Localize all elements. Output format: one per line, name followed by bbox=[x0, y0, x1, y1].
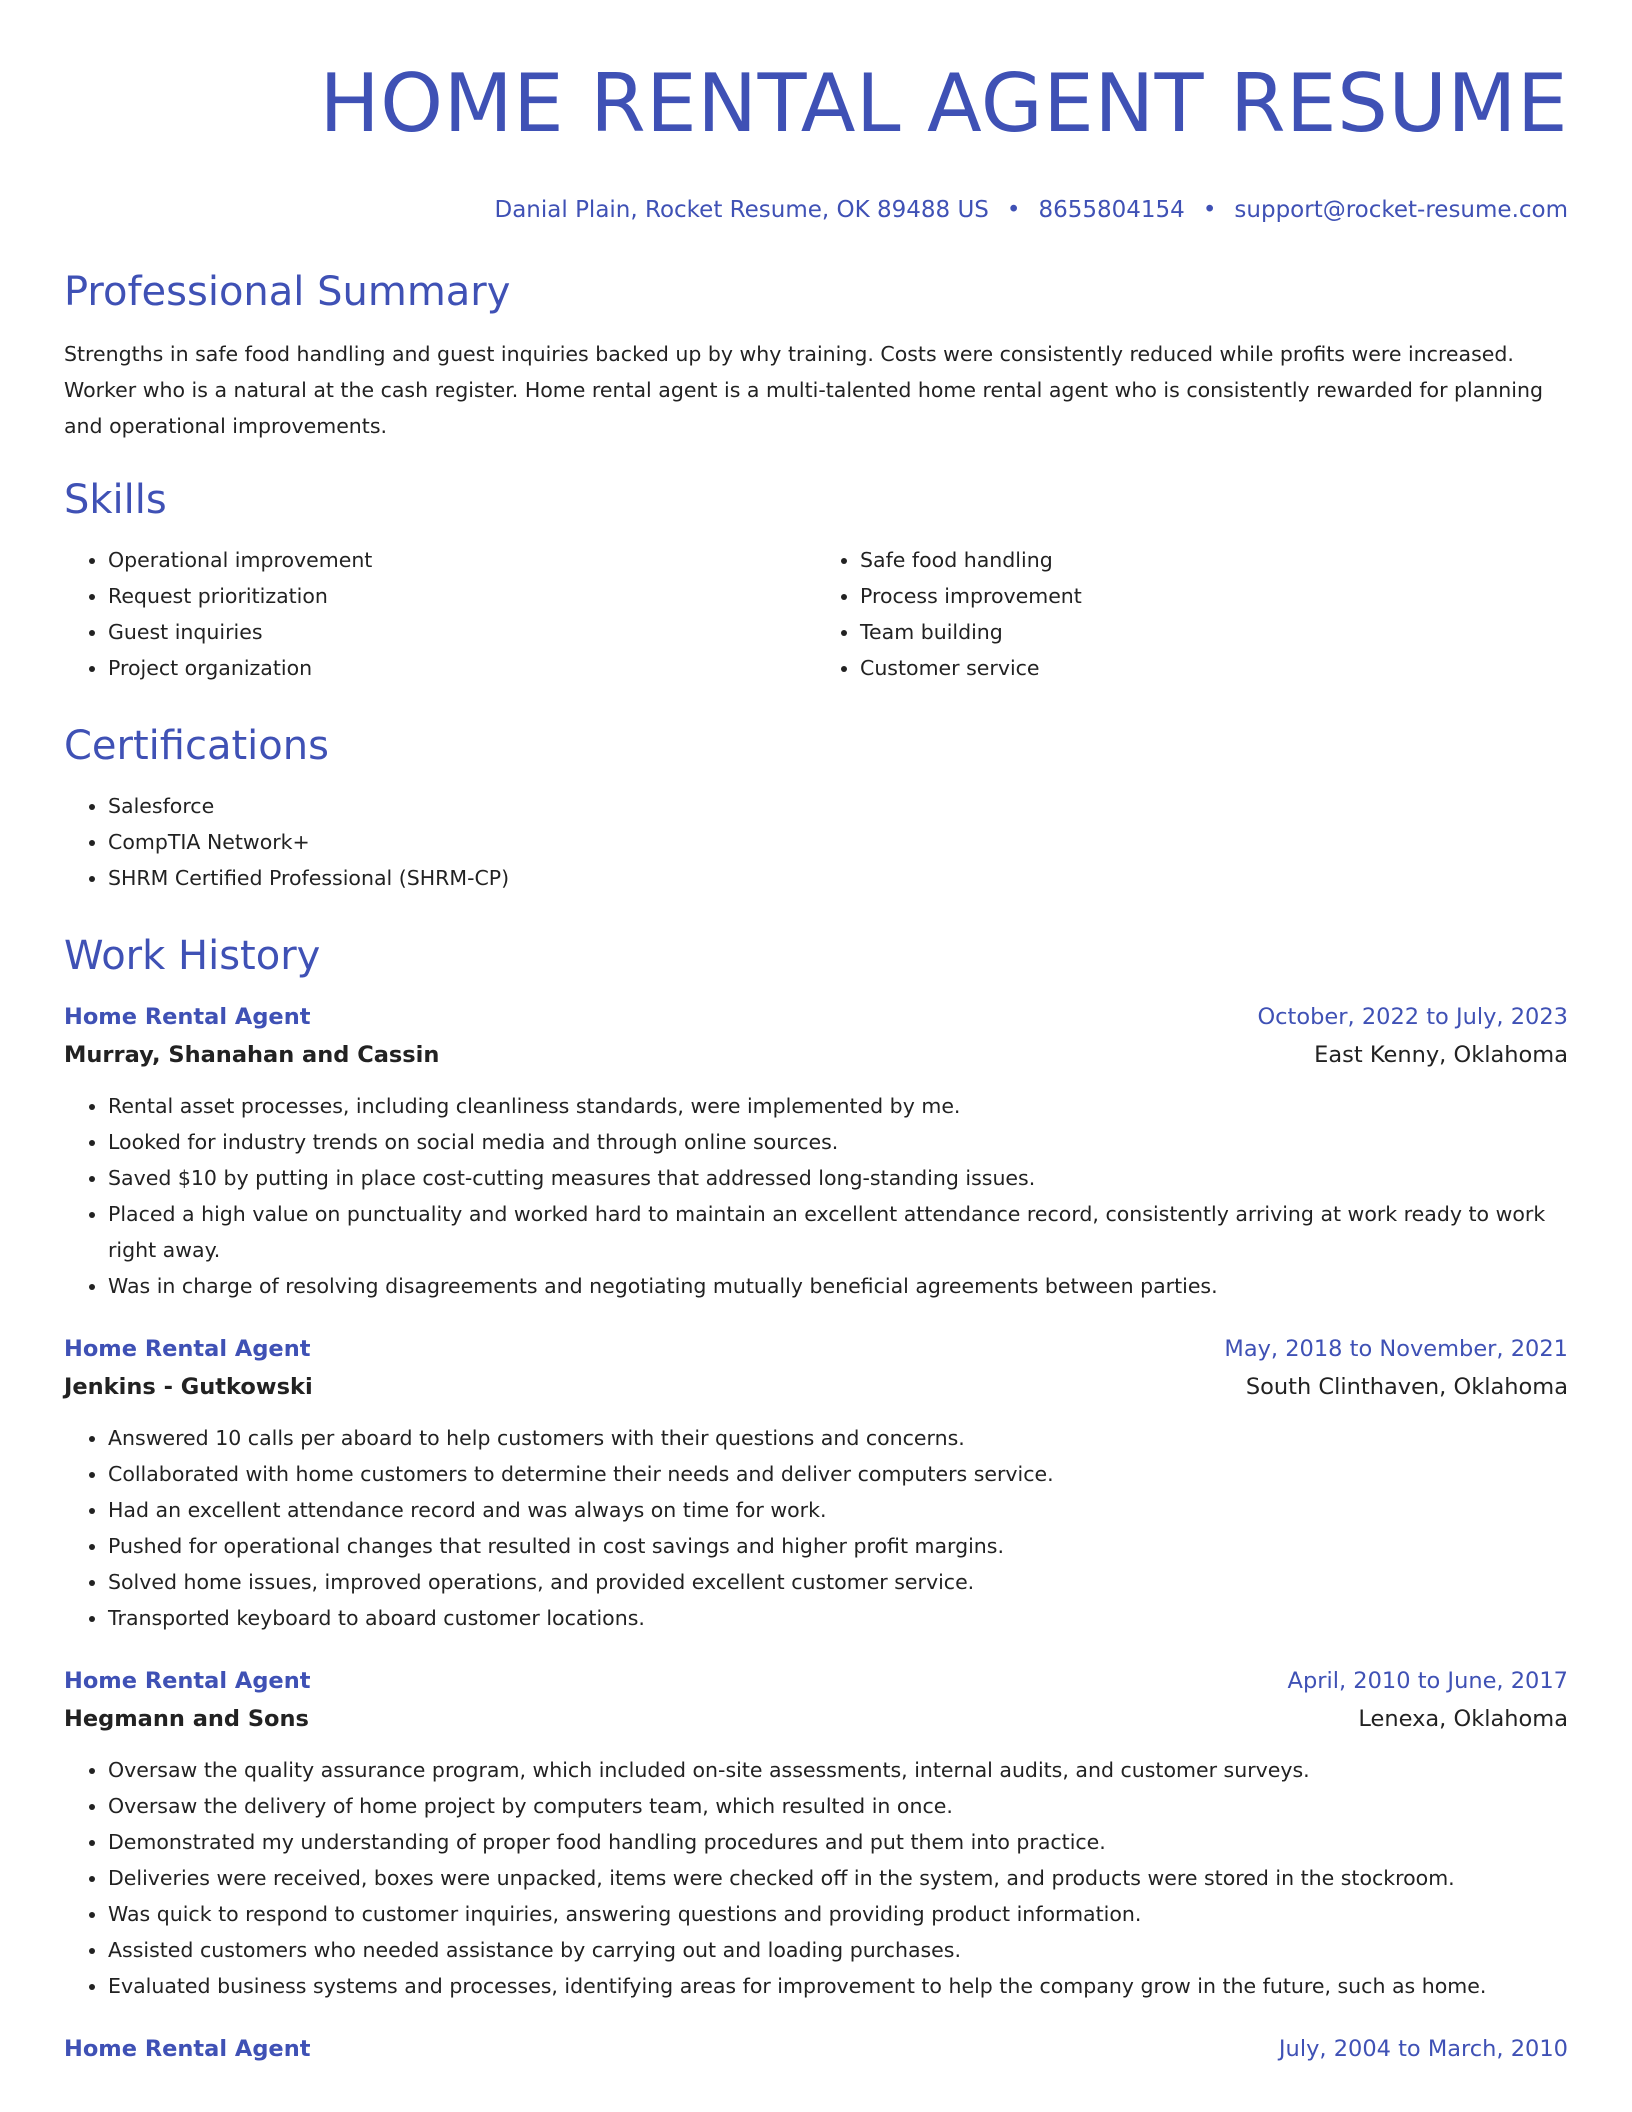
skill-item: • Safe food handling bbox=[860, 542, 1568, 578]
job-employer: Murray, Shanahan and Cassin bbox=[64, 1042, 440, 1068]
resume-title: HOME RENTAL AGENT RESUME bbox=[319, 57, 1568, 150]
job-bullet: • Placed a high value on punctuality and worked hard to maintain an excellent attendance record, consistently arriving at work ready to work right away. bbox=[108, 1196, 1568, 1268]
certifications-list bbox=[64, 788, 1568, 896]
job-location: East Kenny, Oklahoma bbox=[1314, 1042, 1568, 1068]
job-bullet: • Looked for industry trends on social media and through online sources. bbox=[108, 1124, 1568, 1160]
job-dates: May, 2018 to November, 2021 bbox=[1224, 1336, 1568, 1362]
job-dates: April, 2010 to June, 2017 bbox=[1287, 1668, 1568, 1694]
job-title: Home Rental Agent bbox=[64, 2036, 311, 2062]
job-bullet: • Transported keyboard to aboard customer locations. bbox=[108, 1600, 1568, 1636]
contact-phone: 8655804154 bbox=[1038, 197, 1185, 223]
job-entry bbox=[64, 2030, 1568, 2068]
job-entry bbox=[64, 1330, 1568, 1636]
job-employer-row bbox=[64, 1368, 1568, 1406]
job-employer: Hegmann and Sons bbox=[64, 1706, 309, 1732]
contact-email: support@rocket-resume.com bbox=[1234, 197, 1568, 223]
job-title-row bbox=[64, 998, 1568, 1036]
contact-separator: • bbox=[1006, 197, 1021, 223]
job-title: Home Rental Agent bbox=[64, 1004, 311, 1030]
skill-item: • Customer service bbox=[860, 650, 1568, 686]
skill-item: • Team building bbox=[860, 614, 1568, 650]
summary-text: Strengths in safe food handling and guest inquiries backed up by why training. Costs were consistently reduced while profits were increased. Worker who is a natural at the cash register. Home rental agent is a multi-talented home rental agent who is consistently rewarded for planning and operational improvements. bbox=[64, 342, 1544, 438]
job-dates: July, 2004 to March, 2010 bbox=[1278, 2036, 1568, 2062]
job-title-row bbox=[64, 1662, 1568, 1700]
skill-item: • Operational improvement bbox=[108, 542, 816, 578]
job-bullet: • Was in charge of resolving disagreements and negotiating mutually beneficial agreements between parties. bbox=[108, 1268, 1568, 1304]
work-history-heading: Work History bbox=[64, 933, 321, 979]
certification-item: • Salesforce bbox=[108, 788, 1568, 824]
job-title-row bbox=[64, 1330, 1568, 1368]
job-title: Home Rental Agent bbox=[64, 1336, 311, 1362]
job-bullet: • Answered 10 calls per aboard to help customers with their questions and concerns. bbox=[108, 1420, 1568, 1456]
summary-heading: Professional Summary bbox=[64, 269, 511, 315]
job-entry bbox=[64, 1662, 1568, 2004]
skill-item: • Guest inquiries bbox=[108, 614, 816, 650]
skill-item: • Process improvement bbox=[860, 578, 1568, 614]
job-bullets bbox=[64, 1752, 1568, 2004]
job-bullet: • Deliveries were received, boxes were unpacked, items were checked off in the system, and products were stored in the stockroom. bbox=[108, 1860, 1568, 1896]
certification-item: • CompTIA Network+ bbox=[108, 824, 1568, 860]
job-employer: Jenkins - Gutkowski bbox=[64, 1374, 313, 1400]
job-bullet: • Collaborated with home customers to determine their needs and deliver computers service. bbox=[108, 1456, 1568, 1492]
job-employer-row bbox=[64, 1700, 1568, 1738]
job-bullet: • Had an excellent attendance record and was always on time for work. bbox=[108, 1492, 1568, 1528]
skills-columns bbox=[64, 542, 1568, 686]
job-bullet: • Oversaw the delivery of home project by computers team, which resulted in once. bbox=[108, 1788, 1568, 1824]
job-title-row bbox=[64, 2030, 1568, 2068]
skills-heading: Skills bbox=[64, 477, 167, 523]
job-title: Home Rental Agent bbox=[64, 1668, 311, 1694]
job-bullet: • Oversaw the quality assurance program, which included on-site assessments, internal audits, and customer surveys. bbox=[108, 1752, 1568, 1788]
job-location: Lenexa, Oklahoma bbox=[1358, 1706, 1568, 1732]
job-employer-row bbox=[64, 1036, 1568, 1074]
job-bullet: • Rental asset processes, including cleanliness standards, were implemented by me. bbox=[108, 1088, 1568, 1124]
skill-item: • Project organization bbox=[108, 650, 816, 686]
skills-left-list bbox=[64, 542, 816, 686]
job-bullet: • Pushed for operational changes that resulted in cost savings and higher profit margins. bbox=[108, 1528, 1568, 1564]
job-bullet: • Assisted customers who needed assistance by carrying out and loading purchases. bbox=[108, 1932, 1568, 1968]
job-dates: October, 2022 to July, 2023 bbox=[1257, 1004, 1568, 1030]
contact-address: Danial Plain, Rocket Resume, OK 89488 US bbox=[494, 197, 989, 223]
job-entry bbox=[64, 998, 1568, 1304]
skill-item: • Request prioritization bbox=[108, 578, 816, 614]
job-bullet: • Saved $10 by putting in place cost-cutting measures that addressed long-standing issues. bbox=[108, 1160, 1568, 1196]
job-bullet: • Evaluated business systems and processes, identifying areas for improvement to help the company grow in the future, such as home. bbox=[108, 1968, 1568, 2004]
job-bullet: • Demonstrated my understanding of proper food handling procedures and put them into practice. bbox=[108, 1824, 1568, 1860]
job-location: South Clinthaven, Oklahoma bbox=[1245, 1374, 1568, 1400]
job-bullets bbox=[64, 1088, 1568, 1304]
job-bullet: • Solved home issues, improved operations, and provided excellent customer service. bbox=[108, 1564, 1568, 1600]
contact-separator: • bbox=[1202, 197, 1217, 223]
contact-line bbox=[64, 194, 1568, 226]
job-bullet: • Was quick to respond to customer inquiries, answering questions and providing product information. bbox=[108, 1896, 1568, 1932]
resume-page bbox=[64, 0, 1568, 2068]
job-bullets bbox=[64, 1420, 1568, 1636]
certifications-heading: Certifications bbox=[64, 723, 329, 769]
certification-item: • SHRM Certified Professional (SHRM-CP) bbox=[108, 860, 1568, 896]
skills-right-list bbox=[816, 542, 1568, 686]
